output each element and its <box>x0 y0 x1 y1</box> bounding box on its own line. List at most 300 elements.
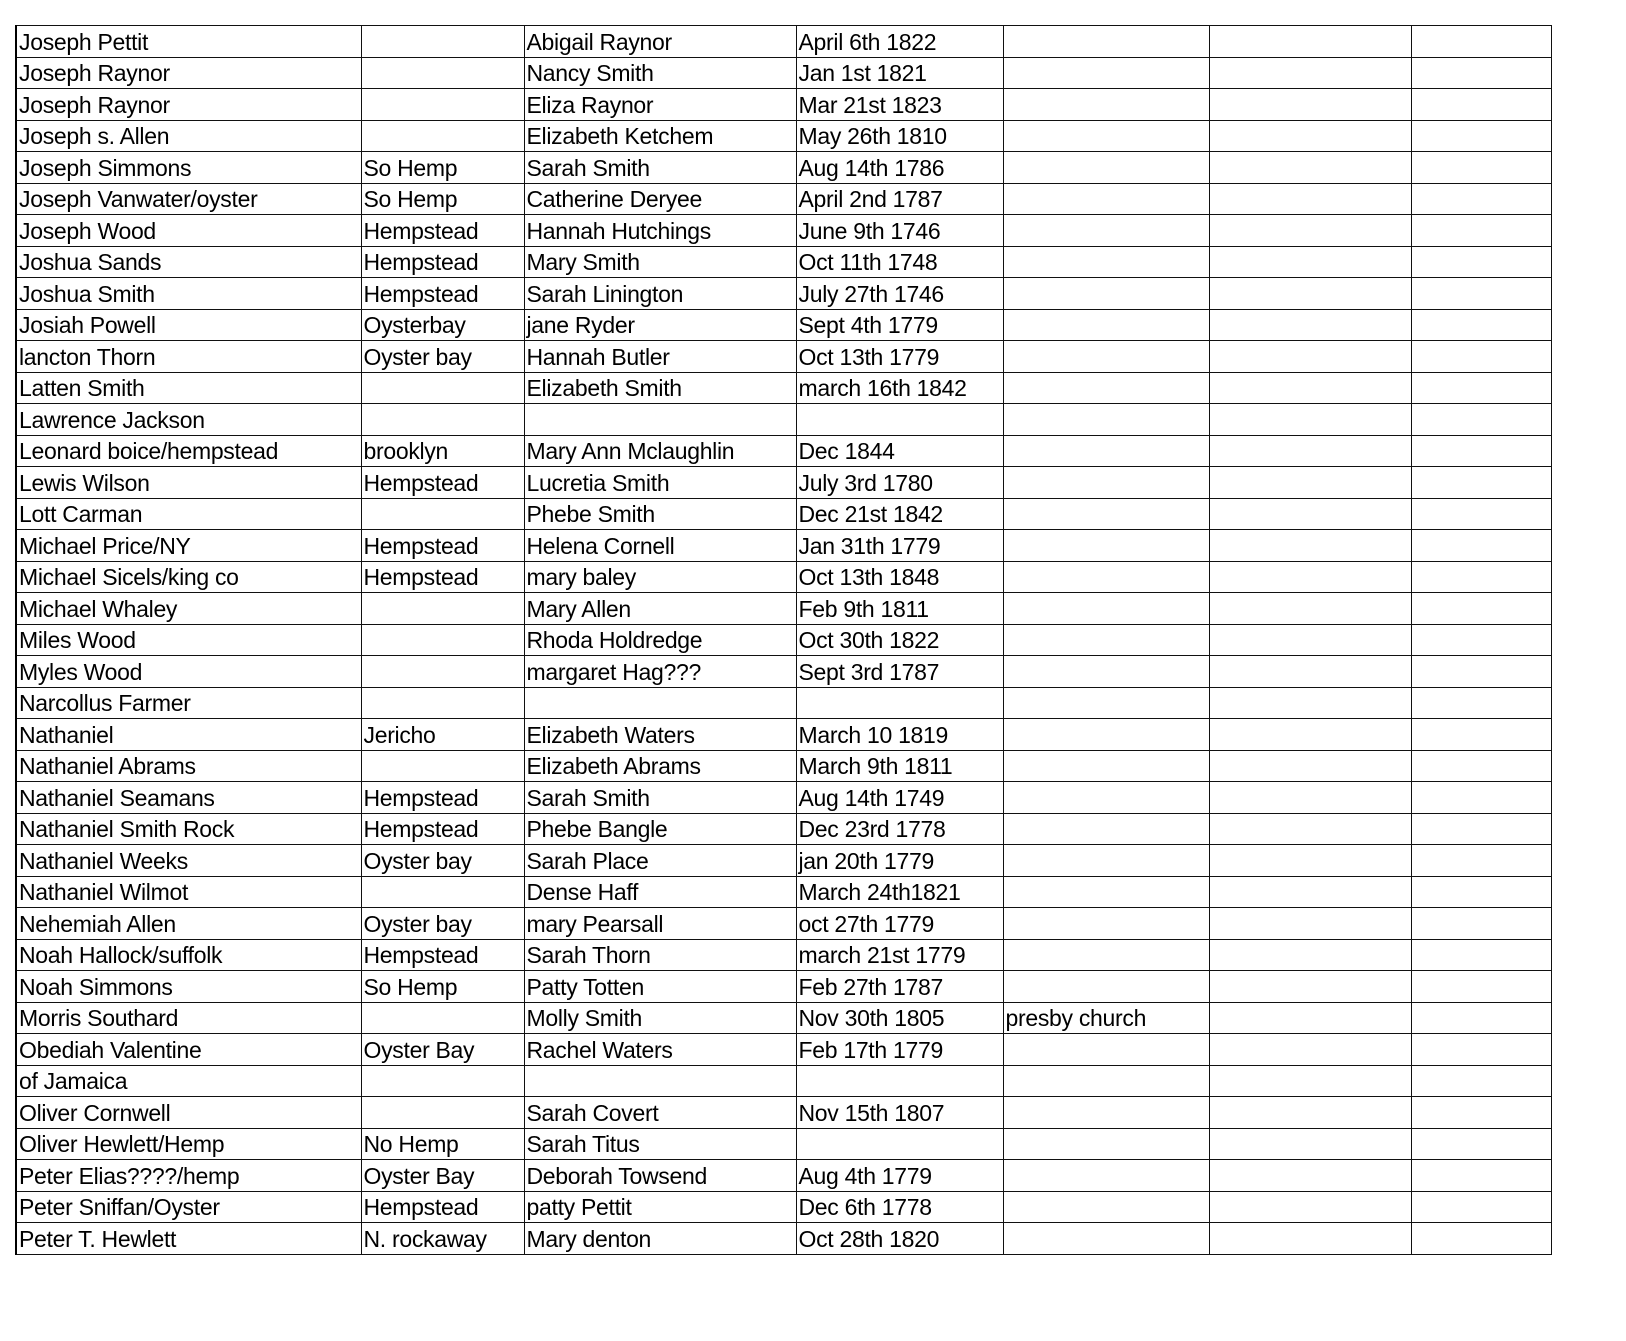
empty-cell <box>1209 215 1411 247</box>
note-cell <box>1003 246 1209 278</box>
date-cell: jan 20th 1779 <box>796 845 1003 877</box>
table-row <box>16 1191 1551 1223</box>
bride-name-cell: Sarah Smith <box>524 782 796 814</box>
groom-name-cell: Latten Smith <box>16 372 361 404</box>
empty-cell <box>1209 404 1411 436</box>
date-cell: Aug 14th 1786 <box>796 152 1003 184</box>
date-cell: Mar 21st 1823 <box>796 89 1003 121</box>
bride-name-cell: Sarah Place <box>524 845 796 877</box>
date-cell: Oct 11th 1748 <box>796 246 1003 278</box>
bride-name-cell: Rhoda Holdredge <box>524 624 796 656</box>
note-cell <box>1003 530 1209 562</box>
note-cell <box>1003 57 1209 89</box>
date-cell <box>796 404 1003 436</box>
empty-cell <box>1411 120 1551 152</box>
bride-name-cell: Mary Ann Mclaughlin <box>524 435 796 467</box>
date-cell: Feb 17th 1779 <box>796 1034 1003 1066</box>
bride-name-cell: Helena Cornell <box>524 530 796 562</box>
groom-name-cell: Joseph Raynor <box>16 89 361 121</box>
empty-cell <box>1411 435 1551 467</box>
empty-cell <box>1209 1097 1411 1129</box>
place-cell: So Hemp <box>361 152 524 184</box>
bride-name-cell: Hannah Butler <box>524 341 796 373</box>
empty-cell <box>1209 876 1411 908</box>
date-cell: oct 27th 1779 <box>796 908 1003 940</box>
empty-cell <box>1411 1223 1551 1255</box>
empty-cell <box>1411 939 1551 971</box>
place-cell: Oyster Bay <box>361 1034 524 1066</box>
place-cell <box>361 1065 524 1097</box>
table-row <box>16 1002 1551 1034</box>
place-cell: Hempstead <box>361 939 524 971</box>
bride-name-cell: Patty Totten <box>524 971 796 1003</box>
table-row <box>16 215 1551 247</box>
empty-cell <box>1209 183 1411 215</box>
groom-name-cell: of Jamaica <box>16 1065 361 1097</box>
place-cell <box>361 372 524 404</box>
table-row <box>16 435 1551 467</box>
bride-name-cell <box>524 687 796 719</box>
note-cell <box>1003 1065 1209 1097</box>
date-cell: Jan 31th 1779 <box>796 530 1003 562</box>
note-cell <box>1003 656 1209 688</box>
note-cell <box>1003 971 1209 1003</box>
bride-name-cell: Deborah Towsend <box>524 1160 796 1192</box>
place-cell: Hempstead <box>361 813 524 845</box>
groom-name-cell: Nathaniel Weeks <box>16 845 361 877</box>
note-cell <box>1003 750 1209 782</box>
bride-name-cell: mary baley <box>524 561 796 593</box>
place-cell: Oysterbay <box>361 309 524 341</box>
place-cell <box>361 593 524 625</box>
groom-name-cell: Morris Southard <box>16 1002 361 1034</box>
empty-cell <box>1411 561 1551 593</box>
note-cell <box>1003 845 1209 877</box>
table-row <box>16 719 1551 751</box>
groom-name-cell: Nathaniel <box>16 719 361 751</box>
date-cell: Oct 13th 1848 <box>796 561 1003 593</box>
note-cell <box>1003 876 1209 908</box>
place-cell: Jericho <box>361 719 524 751</box>
empty-cell <box>1411 498 1551 530</box>
place-cell: Hempstead <box>361 530 524 562</box>
note-cell <box>1003 1160 1209 1192</box>
place-cell <box>361 750 524 782</box>
empty-cell <box>1411 1097 1551 1129</box>
table-row <box>16 624 1551 656</box>
groom-name-cell: Nathaniel Wilmot <box>16 876 361 908</box>
place-cell <box>361 120 524 152</box>
place-cell <box>361 624 524 656</box>
empty-cell <box>1411 593 1551 625</box>
groom-name-cell: Joshua Sands <box>16 246 361 278</box>
groom-name-cell: Joseph Simmons <box>16 152 361 184</box>
note-cell <box>1003 1128 1209 1160</box>
date-cell: Sept 3rd 1787 <box>796 656 1003 688</box>
empty-cell <box>1411 215 1551 247</box>
empty-cell <box>1411 152 1551 184</box>
date-cell: Oct 30th 1822 <box>796 624 1003 656</box>
groom-name-cell: Narcollus Farmer <box>16 687 361 719</box>
date-cell: July 3rd 1780 <box>796 467 1003 499</box>
empty-cell <box>1209 152 1411 184</box>
empty-cell <box>1209 593 1411 625</box>
date-cell <box>796 1065 1003 1097</box>
groom-name-cell: Lott Carman <box>16 498 361 530</box>
date-cell: Sept 4th 1779 <box>796 309 1003 341</box>
bride-name-cell: Sarah Linington <box>524 278 796 310</box>
table-body <box>16 26 1551 1255</box>
empty-cell <box>1411 782 1551 814</box>
empty-cell <box>1411 1191 1551 1223</box>
place-cell: No Hemp <box>361 1128 524 1160</box>
groom-name-cell: Miles Wood <box>16 624 361 656</box>
empty-cell <box>1209 498 1411 530</box>
date-cell <box>796 687 1003 719</box>
bride-name-cell: Catherine Deryee <box>524 183 796 215</box>
place-cell <box>361 876 524 908</box>
note-cell <box>1003 26 1209 58</box>
empty-cell <box>1411 1065 1551 1097</box>
empty-cell <box>1411 908 1551 940</box>
date-cell: March 10 1819 <box>796 719 1003 751</box>
note-cell <box>1003 309 1209 341</box>
table-row <box>16 876 1551 908</box>
groom-name-cell: Myles Wood <box>16 656 361 688</box>
groom-name-cell: Michael Price/NY <box>16 530 361 562</box>
date-cell: Dec 21st 1842 <box>796 498 1003 530</box>
empty-cell <box>1411 278 1551 310</box>
date-cell <box>796 1128 1003 1160</box>
groom-name-cell: Oliver Cornwell <box>16 1097 361 1129</box>
empty-cell <box>1209 1002 1411 1034</box>
date-cell: Aug 14th 1749 <box>796 782 1003 814</box>
bride-name-cell: Sarah Covert <box>524 1097 796 1129</box>
table-row <box>16 341 1551 373</box>
note-cell <box>1003 908 1209 940</box>
empty-cell <box>1209 309 1411 341</box>
place-cell: Hempstead <box>361 782 524 814</box>
place-cell: So Hemp <box>361 971 524 1003</box>
table-row <box>16 152 1551 184</box>
note-cell <box>1003 719 1209 751</box>
empty-cell <box>1411 687 1551 719</box>
table-row <box>16 1160 1551 1192</box>
empty-cell <box>1209 1128 1411 1160</box>
empty-cell <box>1411 372 1551 404</box>
groom-name-cell: Peter Elias????/hemp <box>16 1160 361 1192</box>
empty-cell <box>1209 26 1411 58</box>
place-cell <box>361 687 524 719</box>
groom-name-cell: lancton Thorn <box>16 341 361 373</box>
empty-cell <box>1209 561 1411 593</box>
bride-name-cell: Elizabeth Ketchem <box>524 120 796 152</box>
empty-cell <box>1411 341 1551 373</box>
empty-cell <box>1411 1128 1551 1160</box>
table-row <box>16 939 1551 971</box>
empty-cell <box>1411 656 1551 688</box>
note-cell <box>1003 939 1209 971</box>
empty-cell <box>1209 120 1411 152</box>
note-cell <box>1003 1223 1209 1255</box>
bride-name-cell: Nancy Smith <box>524 57 796 89</box>
bride-name-cell: Sarah Smith <box>524 152 796 184</box>
empty-cell <box>1209 530 1411 562</box>
empty-cell <box>1209 57 1411 89</box>
empty-cell <box>1411 309 1551 341</box>
groom-name-cell: Joseph Pettit <box>16 26 361 58</box>
empty-cell <box>1411 813 1551 845</box>
groom-name-cell: Joseph Raynor <box>16 57 361 89</box>
place-cell: N. rockaway <box>361 1223 524 1255</box>
groom-name-cell: Josiah Powell <box>16 309 361 341</box>
place-cell <box>361 498 524 530</box>
empty-cell <box>1411 183 1551 215</box>
empty-cell <box>1209 278 1411 310</box>
date-cell: March 24th1821 <box>796 876 1003 908</box>
bride-name-cell: Elizabeth Abrams <box>524 750 796 782</box>
groom-name-cell: Peter T. Hewlett <box>16 1223 361 1255</box>
date-cell: July 27th 1746 <box>796 278 1003 310</box>
note-cell <box>1003 1191 1209 1223</box>
empty-cell <box>1411 719 1551 751</box>
empty-cell <box>1209 1034 1411 1066</box>
table-row <box>16 813 1551 845</box>
note-cell <box>1003 152 1209 184</box>
empty-cell <box>1209 341 1411 373</box>
bride-name-cell: jane Ryder <box>524 309 796 341</box>
date-cell: April 6th 1822 <box>796 26 1003 58</box>
empty-cell <box>1411 1034 1551 1066</box>
bride-name-cell <box>524 404 796 436</box>
table-row <box>16 750 1551 782</box>
groom-name-cell: Nathaniel Smith Rock <box>16 813 361 845</box>
groom-name-cell: Joshua Smith <box>16 278 361 310</box>
table-row <box>16 246 1551 278</box>
note-cell <box>1003 561 1209 593</box>
table-row <box>16 498 1551 530</box>
date-cell: March 9th 1811 <box>796 750 1003 782</box>
bride-name-cell: Molly Smith <box>524 1002 796 1034</box>
empty-cell <box>1209 372 1411 404</box>
empty-cell <box>1411 404 1551 436</box>
bride-name-cell: mary Pearsall <box>524 908 796 940</box>
table-row <box>16 278 1551 310</box>
bride-name-cell: Elizabeth Smith <box>524 372 796 404</box>
table-row <box>16 687 1551 719</box>
place-cell <box>361 656 524 688</box>
date-cell: Dec 1844 <box>796 435 1003 467</box>
date-cell: Nov 15th 1807 <box>796 1097 1003 1129</box>
place-cell <box>361 1097 524 1129</box>
empty-cell <box>1411 971 1551 1003</box>
note-cell <box>1003 215 1209 247</box>
place-cell: Hempstead <box>361 215 524 247</box>
note-cell <box>1003 120 1209 152</box>
table-row <box>16 467 1551 499</box>
date-cell: Oct 28th 1820 <box>796 1223 1003 1255</box>
empty-cell <box>1209 246 1411 278</box>
note-cell <box>1003 593 1209 625</box>
note-cell <box>1003 1097 1209 1129</box>
bride-name-cell <box>524 1065 796 1097</box>
table-row <box>16 845 1551 877</box>
groom-name-cell: Obediah Valentine <box>16 1034 361 1066</box>
date-cell: march 16th 1842 <box>796 372 1003 404</box>
empty-cell <box>1411 57 1551 89</box>
table-row <box>16 1065 1551 1097</box>
empty-cell <box>1209 971 1411 1003</box>
table-row <box>16 309 1551 341</box>
groom-name-cell: Joseph Vanwater/oyster <box>16 183 361 215</box>
groom-name-cell: Peter Sniffan/Oyster <box>16 1191 361 1223</box>
empty-cell <box>1411 89 1551 121</box>
bride-name-cell: Rachel Waters <box>524 1034 796 1066</box>
empty-cell <box>1209 750 1411 782</box>
empty-cell <box>1411 876 1551 908</box>
date-cell: May 26th 1810 <box>796 120 1003 152</box>
bride-name-cell: Phebe Smith <box>524 498 796 530</box>
groom-name-cell: Michael Whaley <box>16 593 361 625</box>
place-cell <box>361 89 524 121</box>
marriage-records-table <box>15 25 1552 1255</box>
empty-cell <box>1209 624 1411 656</box>
note-cell <box>1003 404 1209 436</box>
place-cell: Hempstead <box>361 467 524 499</box>
place-cell <box>361 57 524 89</box>
table-row <box>16 561 1551 593</box>
table-row <box>16 971 1551 1003</box>
place-cell: Oyster bay <box>361 845 524 877</box>
empty-cell <box>1209 782 1411 814</box>
table-row <box>16 404 1551 436</box>
table-row <box>16 1097 1551 1129</box>
place-cell: Oyster bay <box>361 341 524 373</box>
groom-name-cell: Leonard boice/hempstead <box>16 435 361 467</box>
date-cell: Dec 23rd 1778 <box>796 813 1003 845</box>
place-cell: Oyster bay <box>361 908 524 940</box>
groom-name-cell: Oliver Hewlett/Hemp <box>16 1128 361 1160</box>
place-cell <box>361 26 524 58</box>
table-row <box>16 1223 1551 1255</box>
empty-cell <box>1209 1160 1411 1192</box>
groom-name-cell: Michael Sicels/king co <box>16 561 361 593</box>
empty-cell <box>1411 246 1551 278</box>
groom-name-cell: Nathaniel Abrams <box>16 750 361 782</box>
note-cell <box>1003 1034 1209 1066</box>
groom-name-cell: Noah Hallock/suffolk <box>16 939 361 971</box>
date-cell: Feb 27th 1787 <box>796 971 1003 1003</box>
groom-name-cell: Lawrence Jackson <box>16 404 361 436</box>
bride-name-cell: Sarah Thorn <box>524 939 796 971</box>
empty-cell <box>1209 813 1411 845</box>
empty-cell <box>1209 467 1411 499</box>
note-cell: presby church <box>1003 1002 1209 1034</box>
date-cell: Aug 4th 1779 <box>796 1160 1003 1192</box>
table-row <box>16 1128 1551 1160</box>
date-cell: Nov 30th 1805 <box>796 1002 1003 1034</box>
table-row <box>16 57 1551 89</box>
empty-cell <box>1209 939 1411 971</box>
empty-cell <box>1209 1191 1411 1223</box>
empty-cell <box>1209 687 1411 719</box>
table-row <box>16 593 1551 625</box>
table-row <box>16 26 1551 58</box>
date-cell: march 21st 1779 <box>796 939 1003 971</box>
empty-cell <box>1411 530 1551 562</box>
date-cell: April 2nd 1787 <box>796 183 1003 215</box>
table-row <box>16 120 1551 152</box>
groom-name-cell: Noah Simmons <box>16 971 361 1003</box>
place-cell: Hempstead <box>361 561 524 593</box>
groom-name-cell: Lewis Wilson <box>16 467 361 499</box>
empty-cell <box>1209 908 1411 940</box>
note-cell <box>1003 624 1209 656</box>
groom-name-cell: Joseph s. Allen <box>16 120 361 152</box>
table-row <box>16 183 1551 215</box>
groom-name-cell: Joseph Wood <box>16 215 361 247</box>
empty-cell <box>1209 1065 1411 1097</box>
table-row <box>16 908 1551 940</box>
bride-name-cell: Eliza Raynor <box>524 89 796 121</box>
note-cell <box>1003 435 1209 467</box>
bride-name-cell: Abigail Raynor <box>524 26 796 58</box>
note-cell <box>1003 183 1209 215</box>
table-row <box>16 89 1551 121</box>
date-cell: Feb 9th 1811 <box>796 593 1003 625</box>
place-cell: So Hemp <box>361 183 524 215</box>
note-cell <box>1003 89 1209 121</box>
note-cell <box>1003 813 1209 845</box>
note-cell <box>1003 278 1209 310</box>
bride-name-cell: margaret Hag??? <box>524 656 796 688</box>
empty-cell <box>1209 1223 1411 1255</box>
date-cell: June 9th 1746 <box>796 215 1003 247</box>
bride-name-cell: Mary Smith <box>524 246 796 278</box>
empty-cell <box>1209 435 1411 467</box>
note-cell <box>1003 467 1209 499</box>
note-cell <box>1003 498 1209 530</box>
bride-name-cell: Lucretia Smith <box>524 467 796 499</box>
table-row <box>16 1034 1551 1066</box>
date-cell: Oct 13th 1779 <box>796 341 1003 373</box>
empty-cell <box>1411 845 1551 877</box>
empty-cell <box>1411 1002 1551 1034</box>
empty-cell <box>1209 719 1411 751</box>
empty-cell <box>1411 467 1551 499</box>
place-cell: Hempstead <box>361 278 524 310</box>
table-row <box>16 530 1551 562</box>
date-cell: Jan 1st 1821 <box>796 57 1003 89</box>
table-row <box>16 782 1551 814</box>
note-cell <box>1003 341 1209 373</box>
place-cell: Hempstead <box>361 246 524 278</box>
bride-name-cell: Sarah Titus <box>524 1128 796 1160</box>
note-cell <box>1003 782 1209 814</box>
bride-name-cell: Elizabeth Waters <box>524 719 796 751</box>
groom-name-cell: Nathaniel Seamans <box>16 782 361 814</box>
bride-name-cell: Dense Haff <box>524 876 796 908</box>
place-cell: Oyster Bay <box>361 1160 524 1192</box>
bride-name-cell: Hannah Hutchings <box>524 215 796 247</box>
bride-name-cell: Mary denton <box>524 1223 796 1255</box>
empty-cell <box>1411 26 1551 58</box>
bride-name-cell: patty Pettit <box>524 1191 796 1223</box>
place-cell <box>361 1002 524 1034</box>
note-cell <box>1003 687 1209 719</box>
table-row <box>16 656 1551 688</box>
empty-cell <box>1209 656 1411 688</box>
